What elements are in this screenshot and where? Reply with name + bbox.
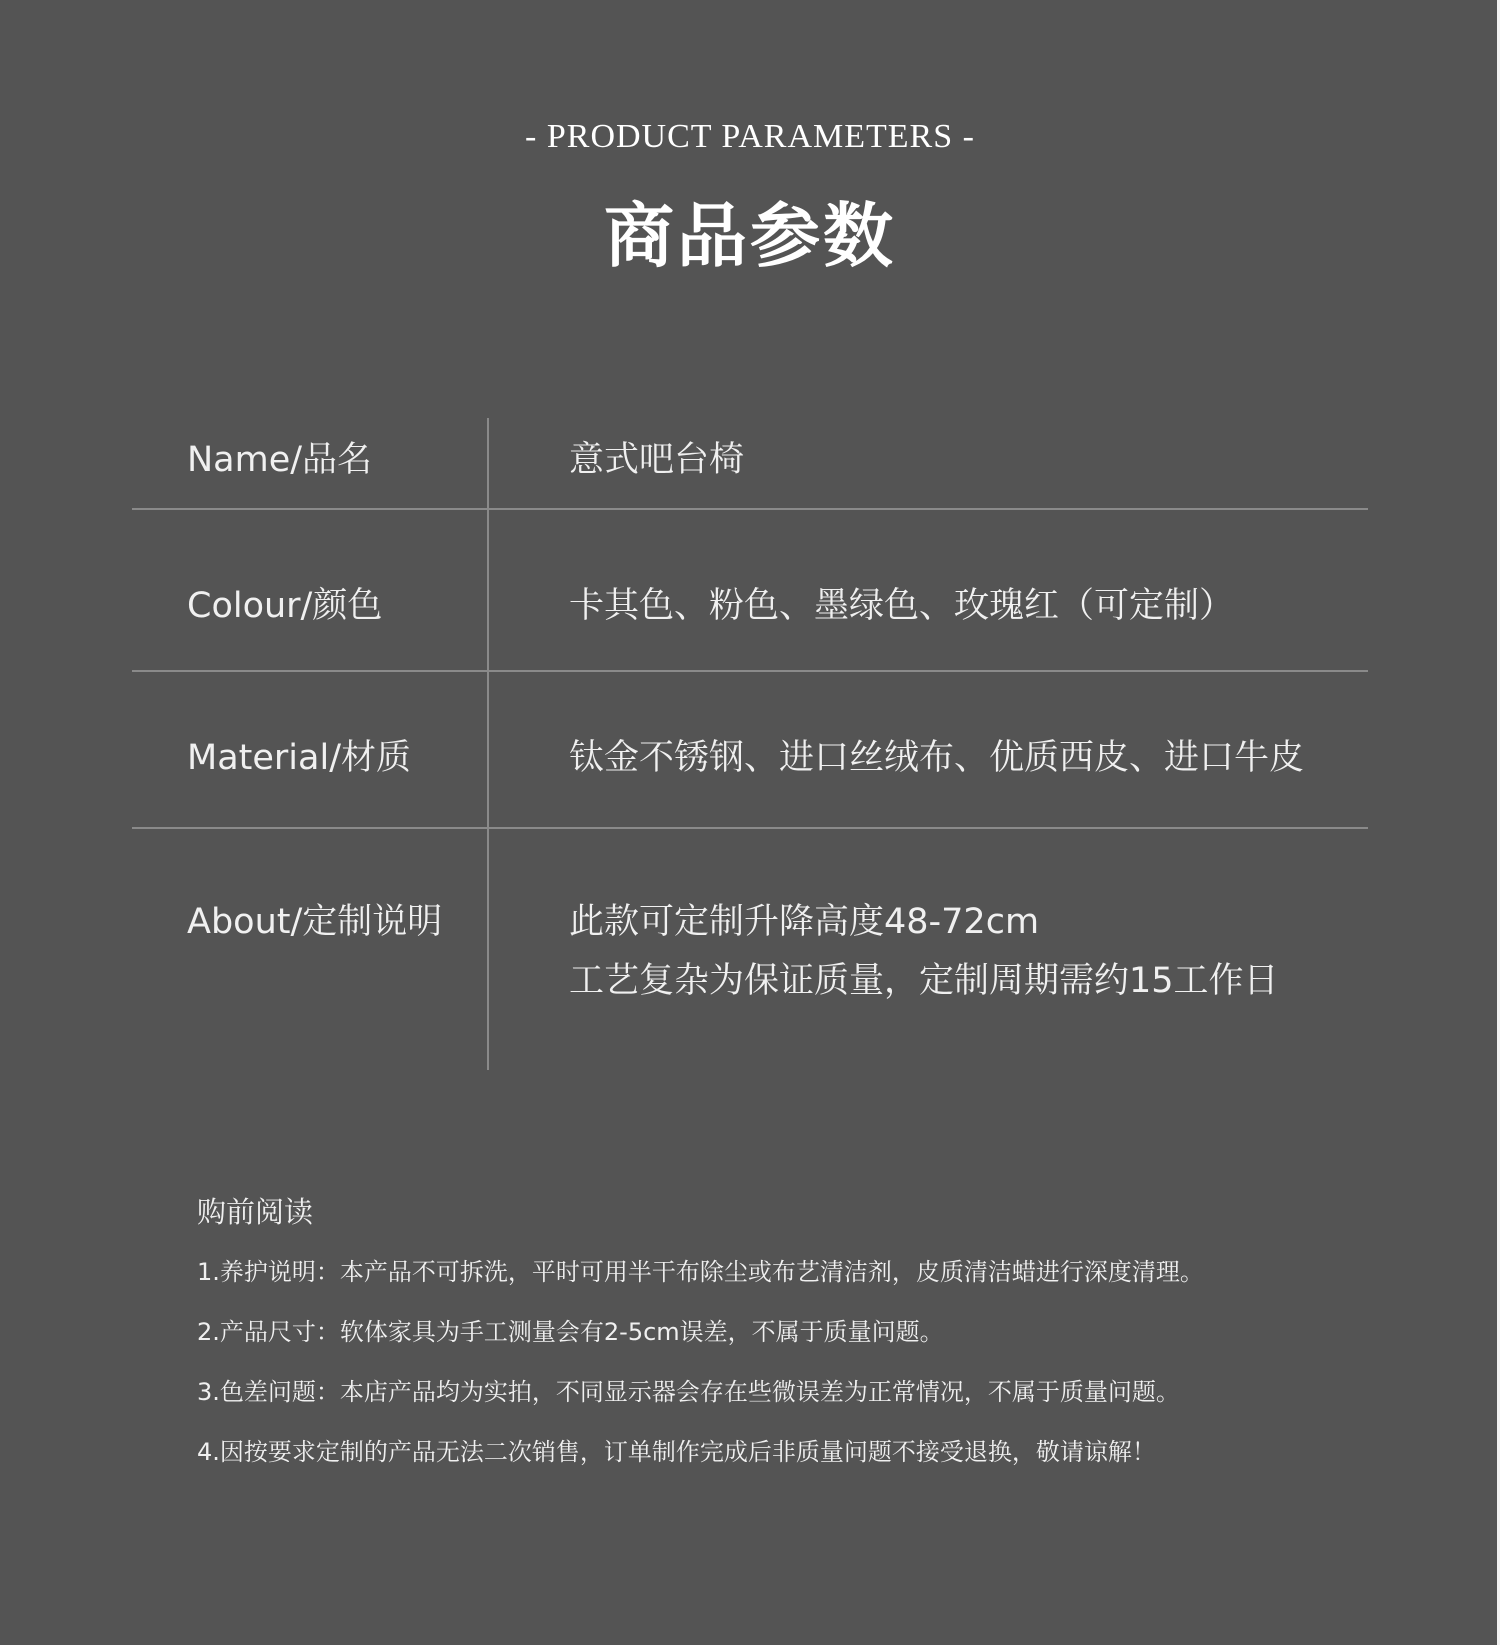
param-value-material: 钛金不锈钢、进口丝绒布、优质西皮、进口牛皮	[569, 738, 1305, 778]
note-item: 2.产品尺寸：软体家具为手工测量会有2-5cm误差，不属于质量问题。	[197, 1318, 944, 1346]
table-row-divider	[132, 827, 1368, 829]
param-label-about: About/定制说明	[187, 902, 443, 942]
section-title: 商品参数	[604, 195, 896, 277]
table-row-divider	[132, 508, 1368, 510]
param-value-about-line-1: 此款可定制升降高度48-72cm	[569, 902, 1040, 942]
section-subtitle: - PRODUCT PARAMETERS -	[525, 118, 975, 155]
note-item: 4.因按要求定制的产品无法二次销售，订单制作完成后非质量问题不接受退换，敬请谅解！	[197, 1438, 1156, 1466]
param-label-name: Name/品名	[187, 440, 373, 480]
param-label-material: Material/材质	[187, 738, 411, 778]
notes-title: 购前阅读	[197, 1195, 314, 1229]
table-row-divider	[132, 670, 1368, 672]
note-item: 1.养护说明：本产品不可拆洗，平时可用半干布除尘或布艺清洁剂，皮质清洁蜡进行深度清理。	[197, 1258, 1204, 1286]
note-item: 3.色差问题：本店产品均为实拍，不同显示器会存在些微误差为正常情况，不属于质量问题。	[197, 1378, 1180, 1406]
param-value-name: 意式吧台椅	[569, 440, 745, 480]
param-value-about-line-2: 工艺复杂为保证质量，定制周期需约15工作日	[569, 961, 1279, 1001]
param-value-colour: 卡其色、粉色、墨绿色、玫瑰红（可定制）	[569, 586, 1235, 626]
param-label-colour: Colour/颜色	[187, 586, 383, 626]
table-column-divider	[487, 418, 489, 1070]
